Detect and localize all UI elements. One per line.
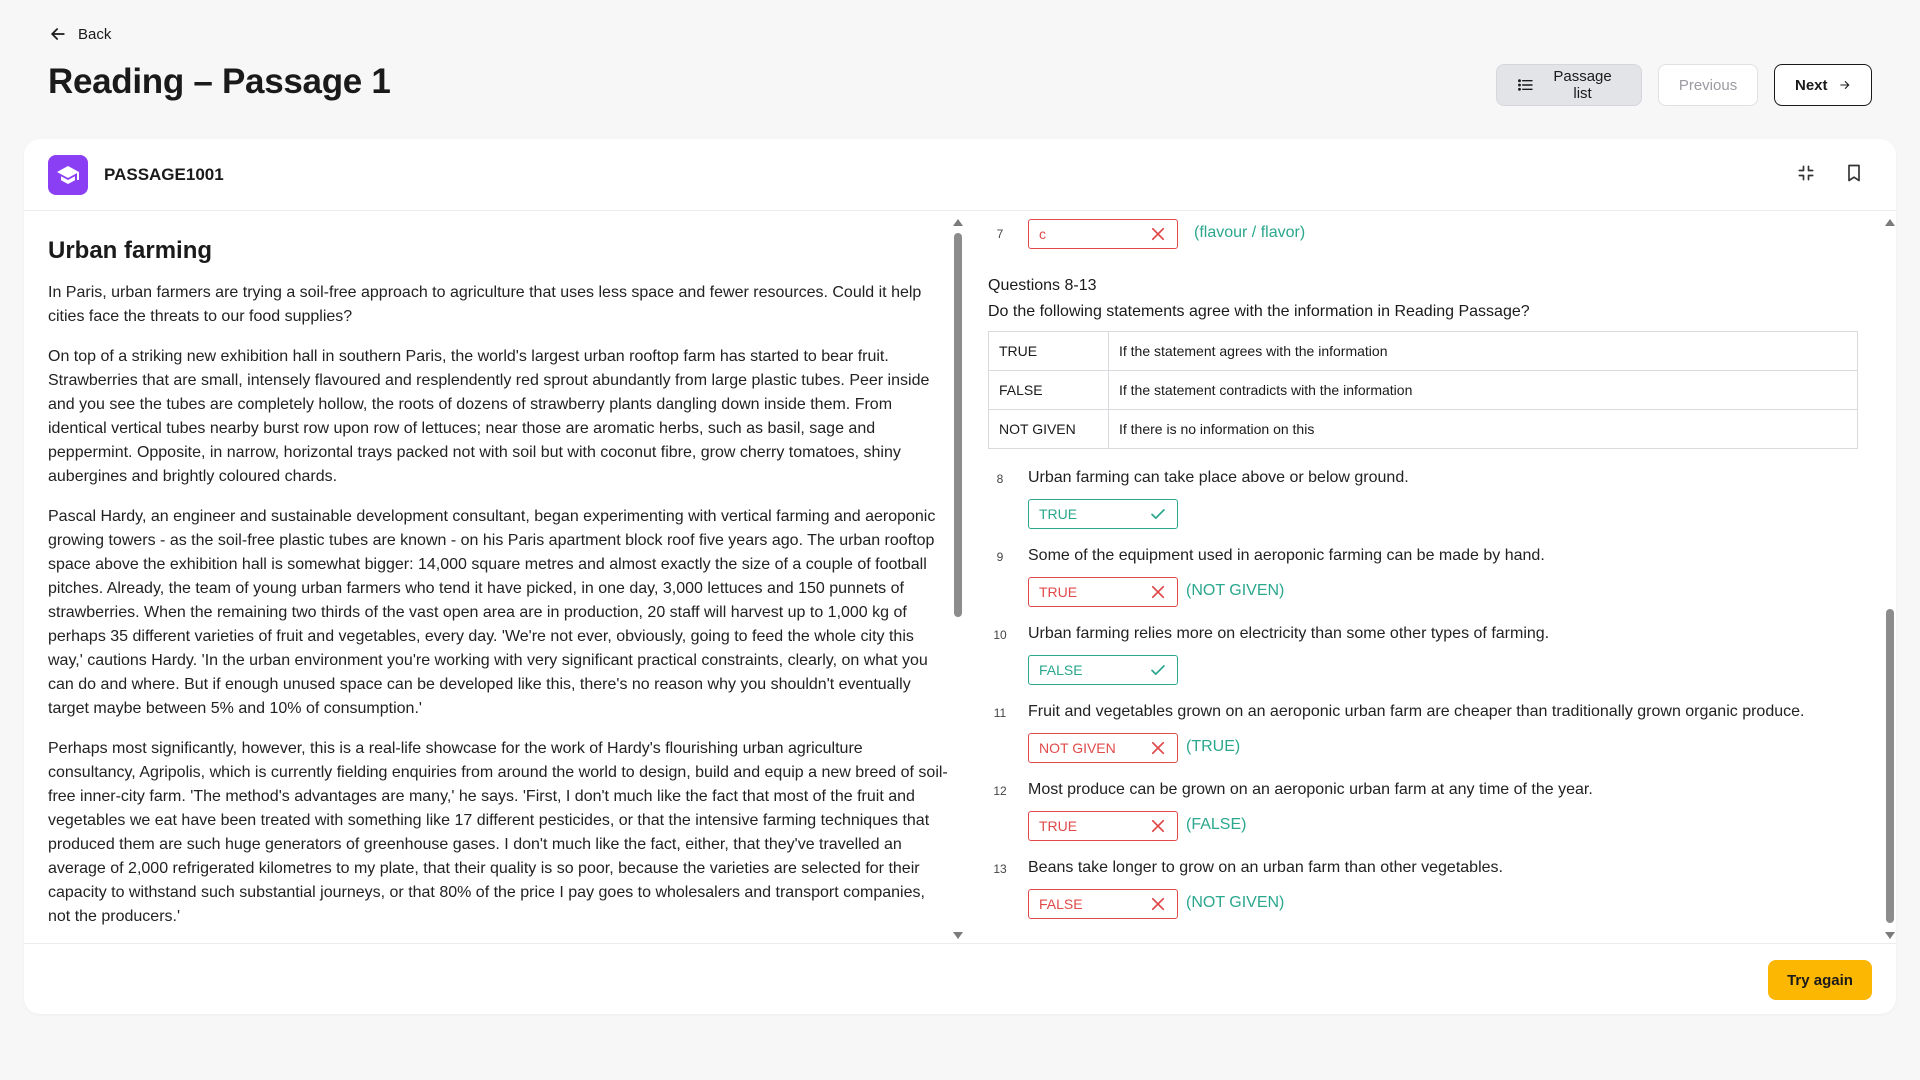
passage-code: PASSAGE1001 (104, 165, 224, 184)
check-icon (1149, 505, 1167, 523)
graduation-cap-icon (56, 163, 80, 187)
passage-paragraph: Pascal Hardy, an engineer and sustainable development consultant, began experimenting with vertical farming and aeroponic growing towers - as the soil-free plastic tubes are known - on his Paris apartment block roof five years ago. The urban rooftop space above the exhibition hall is somewhat bigger: 14,000 square metres and almost exactly the size of a couple of football pitches. Already, the team of young urban farmers who tend it have picked, in one day, 3,000 lettuces and 150 punnets of strawberries. When the remaining two thirds of the vast open area are in production, 20 staff will harvest up to 1,000 kg of perhaps 35 different varieties of fruit and vegetables, every day. 'We're not ever, obviously, going to feed the whole city this way,' cautions Hardy. 'In the urban environment you're working with very significant practical constraints, clearly, on what you can do and where. But if enough unused space can be developed like this, there's no reason why you shouldn't eventually target maybe between 5% and 10% of consumption.' (48, 508, 936, 717)
answer-value: FALSE (1039, 662, 1083, 678)
question-text: Urban farming relies more on electricity than some other types of farming. (1028, 625, 1550, 642)
scroll-thumb[interactable] (954, 233, 962, 617)
legend-row (989, 332, 1858, 371)
correct-answer: (TRUE) (1186, 738, 1241, 755)
scroll-up-arrow[interactable] (1885, 219, 1895, 226)
answer-value: FALSE (1039, 896, 1083, 912)
question-number: 13 (993, 862, 1007, 876)
arrow-right-icon (1838, 76, 1851, 94)
legend-key: FALSE (989, 371, 1109, 410)
back-link[interactable] (48, 24, 111, 44)
answer-value: NOT GIVEN (1039, 740, 1116, 756)
question-text: Most produce can be grown on an aeroponic urban farm at any time of the year. (1028, 781, 1593, 798)
scroll-thumb[interactable] (1886, 609, 1894, 923)
question-text: Some of the equipment used in aeroponic farming can be made by hand. (1028, 547, 1545, 564)
bookmark-button[interactable] (1842, 161, 1866, 185)
question-text: Fruit and vegetables grown on an aeroponic urban farm are cheaper than traditionally grown organic produce. (1028, 703, 1805, 720)
answer-field[interactable] (1028, 811, 1178, 841)
legend-desc: If the statement contradicts with the information (1109, 371, 1858, 410)
passage-card (24, 139, 1896, 1014)
questions-instruction: Do the following statements agree with the information in Reading Passage? (988, 303, 1530, 320)
question-number: 11 (993, 706, 1007, 720)
card-header (24, 139, 1896, 211)
passage-paragraph: In Paris, urban farmers are trying a soil-free approach to agriculture that uses less space and fewer resources. Could it help cities face the threats to our food supplies? (48, 284, 922, 325)
page-title: Reading – Passage 1 (48, 62, 391, 101)
correct-answer: (flavour / flavor) (1194, 224, 1306, 241)
scroll-up-arrow[interactable] (953, 219, 963, 226)
next-button[interactable] (1774, 64, 1872, 106)
passage-paragraph: Perhaps most significantly, however, this is a real-life showcase for the work of Hardy's flourishing urban agriculture consultancy, Agripolis, which is currently fielding enquiries from around the world to design, build and equip a new breed of soil-free inner-city farm. 'The method's advantages are many,' he says. 'First, I don't much like the fact that most of the fruit and vegetables we eat have been treated with something like 17 different pesticides, or that the intensive farming techniques that produced them are such huge generators of greenhouse gases. I don't much like the fact, either, that they've travelled an average of 2,000 refrigerated kilometres to my plate, that their quality is so poor, because the varieties are selected for their capacity to withstand such substantial journeys, or that 80% of the price I pay goes to wholesalers and transport companies, not the producers.' (48, 740, 948, 925)
question-number: 7 (996, 227, 1004, 241)
x-icon (1149, 739, 1167, 757)
passage-paragraph: On top of a striking new exhibition hall in southern Paris, the world's largest urban rooftop farm has started to bear fruit. Strawberries that are small, intensely flavoured and resplendently red sprout abundantly from large plastic tubes. Peer inside and you see the tubes are completely hollow, the roots of dozens of strawberry plants dangling down inside them. From identical vertical tubes nearby burst row upon row of lettuces; near those are aromatic herbs, such as basil, sage and peppermint. Opposite, in narrow, horizontal trays packed not with soil but with coconut fibre, grow cherry tomatoes, shiny aubergines and brightly coloured chards. (48, 348, 930, 485)
card-footer (24, 943, 1896, 1014)
list-icon (1517, 76, 1534, 94)
back-label: Back (78, 25, 112, 43)
header-actions (1496, 64, 1872, 106)
arrow-left-icon (48, 24, 68, 44)
answer-field[interactable] (1028, 499, 1178, 529)
answer-field[interactable] (1028, 577, 1178, 607)
question-number: 10 (993, 628, 1007, 642)
legend-key: TRUE (989, 332, 1109, 371)
questions-heading: Questions 8-13 (988, 277, 1097, 294)
question-number: 12 (993, 784, 1007, 798)
answer-value: TRUE (1039, 818, 1078, 834)
bookmark-icon (1844, 163, 1864, 183)
try-again-button[interactable]: Try again (1768, 960, 1872, 1000)
question-number: 9 (996, 550, 1004, 564)
answer-value: c (1039, 226, 1046, 242)
x-icon (1149, 817, 1167, 835)
legend-row (989, 410, 1858, 449)
correct-answer: (FALSE) (1186, 816, 1247, 833)
scroll-down-arrow[interactable] (1885, 932, 1895, 939)
question-text: Urban farming can take place above or below ground. (1028, 469, 1409, 486)
question-text: Beans take longer to grow on an urban farm than other vegetables. (1028, 859, 1503, 876)
answer-value: TRUE (1039, 584, 1078, 600)
answer-field[interactable] (1028, 733, 1178, 763)
answer-field[interactable] (1028, 889, 1178, 919)
x-icon (1149, 225, 1167, 243)
answer-value: TRUE (1039, 506, 1078, 522)
correct-answer: (NOT GIVEN) (1186, 582, 1285, 599)
previous-button[interactable] (1658, 64, 1758, 106)
question-number: 8 (996, 472, 1004, 486)
legend-desc: If there is no information on this (1109, 410, 1858, 449)
legend-row (989, 371, 1858, 410)
questions-panel (988, 219, 1878, 939)
x-icon (1149, 583, 1167, 601)
passage-list-button[interactable] (1496, 64, 1642, 106)
collapse-button[interactable] (1794, 161, 1818, 185)
check-icon (1149, 661, 1167, 679)
scroll-down-arrow[interactable] (953, 932, 963, 939)
legend-desc: If the statement agrees with the information (1109, 332, 1858, 371)
next-label: Next (1795, 76, 1828, 94)
legend-key: NOT GIVEN (989, 410, 1109, 449)
passage-scrollbar[interactable] (950, 219, 966, 939)
answer-field[interactable] (1028, 655, 1178, 685)
correct-answer: (NOT GIVEN) (1186, 894, 1285, 911)
card-tools (1794, 161, 1866, 185)
legend-table (988, 331, 1858, 449)
questions-scrollbar[interactable] (1882, 219, 1898, 939)
x-icon (1149, 895, 1167, 913)
card-logo (48, 155, 88, 195)
previous-label: Previous (1678, 76, 1738, 94)
collapse-icon (1796, 163, 1816, 183)
answer-field[interactable] (1028, 219, 1178, 249)
passage-title: Urban farming (48, 237, 213, 264)
passage-text (48, 231, 948, 941)
passage-list-label: Passage list (1553, 68, 1612, 102)
